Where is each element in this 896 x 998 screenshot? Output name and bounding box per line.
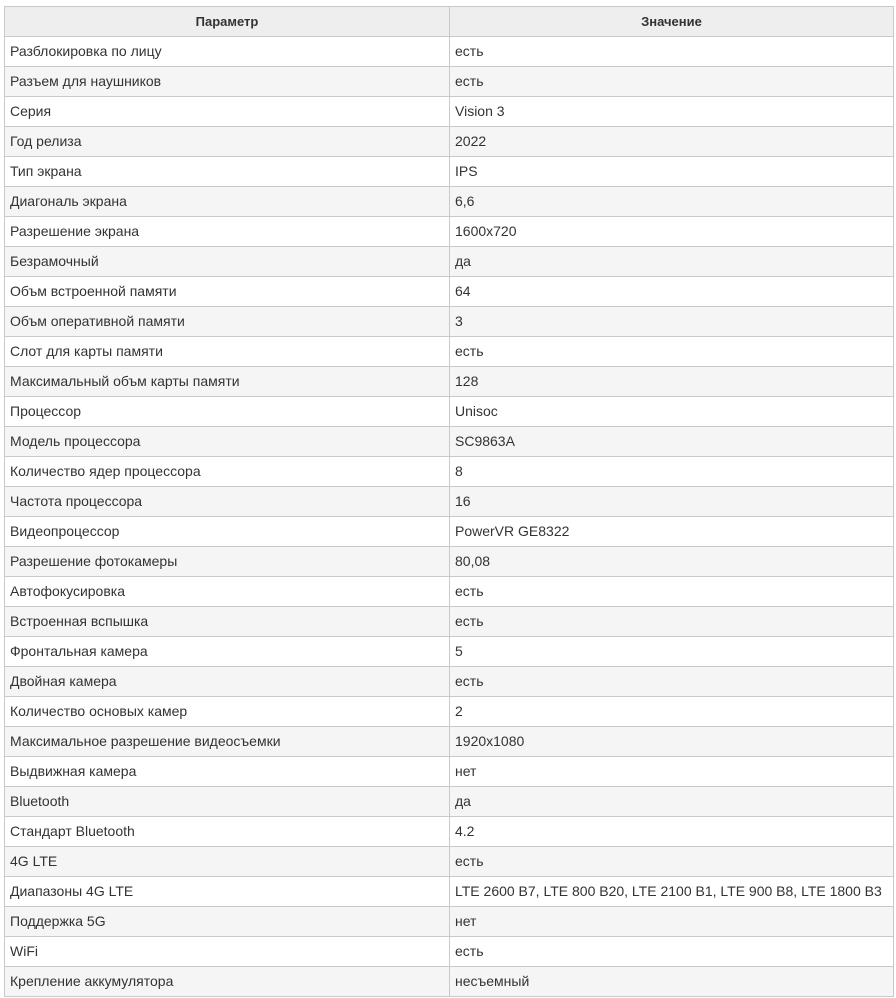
param-cell: Стандарт Bluetooth	[5, 817, 450, 847]
table-header-row	[5, 7, 894, 37]
table-row	[5, 157, 894, 187]
value-cell: 128	[450, 367, 894, 397]
param-cell: Bluetooth	[5, 787, 450, 817]
value-cell: есть	[450, 37, 894, 67]
table-row	[5, 577, 894, 607]
value-cell: SC9863A	[450, 427, 894, 457]
param-cell: Разблокировка по лицу	[5, 37, 450, 67]
param-cell: Диагональ экрана	[5, 187, 450, 217]
param-cell: Разъем для наушников	[5, 67, 450, 97]
table-row	[5, 967, 894, 997]
value-cell: нет	[450, 907, 894, 937]
specs-table-container	[4, 6, 894, 997]
value-cell: есть	[450, 67, 894, 97]
table-row	[5, 547, 894, 577]
table-row	[5, 847, 894, 877]
table-row	[5, 787, 894, 817]
param-cell: Видеопроцессор	[5, 517, 450, 547]
param-cell: Разрешение экрана	[5, 217, 450, 247]
header-parameter: Параметр	[5, 7, 450, 37]
table-row	[5, 37, 894, 67]
param-cell: Поддержка 5G	[5, 907, 450, 937]
value-cell: Vision 3	[450, 97, 894, 127]
value-cell: 8	[450, 457, 894, 487]
param-cell: Количество основых камер	[5, 697, 450, 727]
table-row	[5, 187, 894, 217]
value-cell: 2022	[450, 127, 894, 157]
table-row	[5, 907, 894, 937]
table-row	[5, 487, 894, 517]
value-cell: 16	[450, 487, 894, 517]
value-cell: 5	[450, 637, 894, 667]
param-cell: Диапазоны 4G LTE	[5, 877, 450, 907]
table-row	[5, 127, 894, 157]
value-cell: есть	[450, 937, 894, 967]
table-row	[5, 517, 894, 547]
param-cell: Количество ядер процессора	[5, 457, 450, 487]
param-cell: Безрамочный	[5, 247, 450, 277]
value-cell: 1600x720	[450, 217, 894, 247]
value-cell: несъемный	[450, 967, 894, 997]
param-cell: Двойная камера	[5, 667, 450, 697]
value-cell: PowerVR GE8322	[450, 517, 894, 547]
value-cell: нет	[450, 757, 894, 787]
header-value: Значение	[450, 7, 894, 37]
table-row	[5, 697, 894, 727]
value-cell: да	[450, 247, 894, 277]
value-cell: есть	[450, 667, 894, 697]
param-cell: Частота процессора	[5, 487, 450, 517]
table-row	[5, 337, 894, 367]
value-cell: 2	[450, 697, 894, 727]
param-cell: Процессор	[5, 397, 450, 427]
value-cell: 6,6	[450, 187, 894, 217]
table-row	[5, 877, 894, 907]
param-cell: Объм встроенной памяти	[5, 277, 450, 307]
specs-table	[4, 6, 894, 997]
value-cell: 1920x1080	[450, 727, 894, 757]
param-cell: 4G LTE	[5, 847, 450, 877]
table-row	[5, 607, 894, 637]
param-cell: Крепление аккумулятора	[5, 967, 450, 997]
value-cell: 80,08	[450, 547, 894, 577]
value-cell: есть	[450, 577, 894, 607]
table-row	[5, 397, 894, 427]
value-cell: есть	[450, 337, 894, 367]
param-cell: Модель процессора	[5, 427, 450, 457]
value-cell: 64	[450, 277, 894, 307]
value-cell: есть	[450, 847, 894, 877]
table-row	[5, 637, 894, 667]
param-cell: Выдвижная камера	[5, 757, 450, 787]
table-row	[5, 97, 894, 127]
table-body	[5, 37, 894, 997]
value-cell: 3	[450, 307, 894, 337]
table-row	[5, 937, 894, 967]
table-row	[5, 757, 894, 787]
param-cell: Разрешение фотокамеры	[5, 547, 450, 577]
param-cell: Серия	[5, 97, 450, 127]
value-cell: 4.2	[450, 817, 894, 847]
value-cell: есть	[450, 607, 894, 637]
param-cell: Фронтальная камера	[5, 637, 450, 667]
param-cell: Автофокусировка	[5, 577, 450, 607]
param-cell: WiFi	[5, 937, 450, 967]
param-cell: Слот для карты памяти	[5, 337, 450, 367]
table-row	[5, 367, 894, 397]
value-cell: Unisoc	[450, 397, 894, 427]
table-row	[5, 67, 894, 97]
table-row	[5, 247, 894, 277]
param-cell: Встроенная вспышка	[5, 607, 450, 637]
table-row	[5, 457, 894, 487]
table-row	[5, 727, 894, 757]
table-row	[5, 427, 894, 457]
value-cell: да	[450, 787, 894, 817]
param-cell: Тип экрана	[5, 157, 450, 187]
value-cell: LTE 2600 B7, LTE 800 B20, LTE 2100 B1, LTE 900 B8, LTE 1800 B3	[450, 877, 894, 907]
table-row	[5, 217, 894, 247]
table-row	[5, 307, 894, 337]
param-cell: Год релиза	[5, 127, 450, 157]
table-row	[5, 277, 894, 307]
param-cell: Объм оперативной памяти	[5, 307, 450, 337]
table-row	[5, 817, 894, 847]
param-cell: Максимальный объм карты памяти	[5, 367, 450, 397]
table-row	[5, 667, 894, 697]
value-cell: IPS	[450, 157, 894, 187]
param-cell: Максимальное разрешение видеосъемки	[5, 727, 450, 757]
